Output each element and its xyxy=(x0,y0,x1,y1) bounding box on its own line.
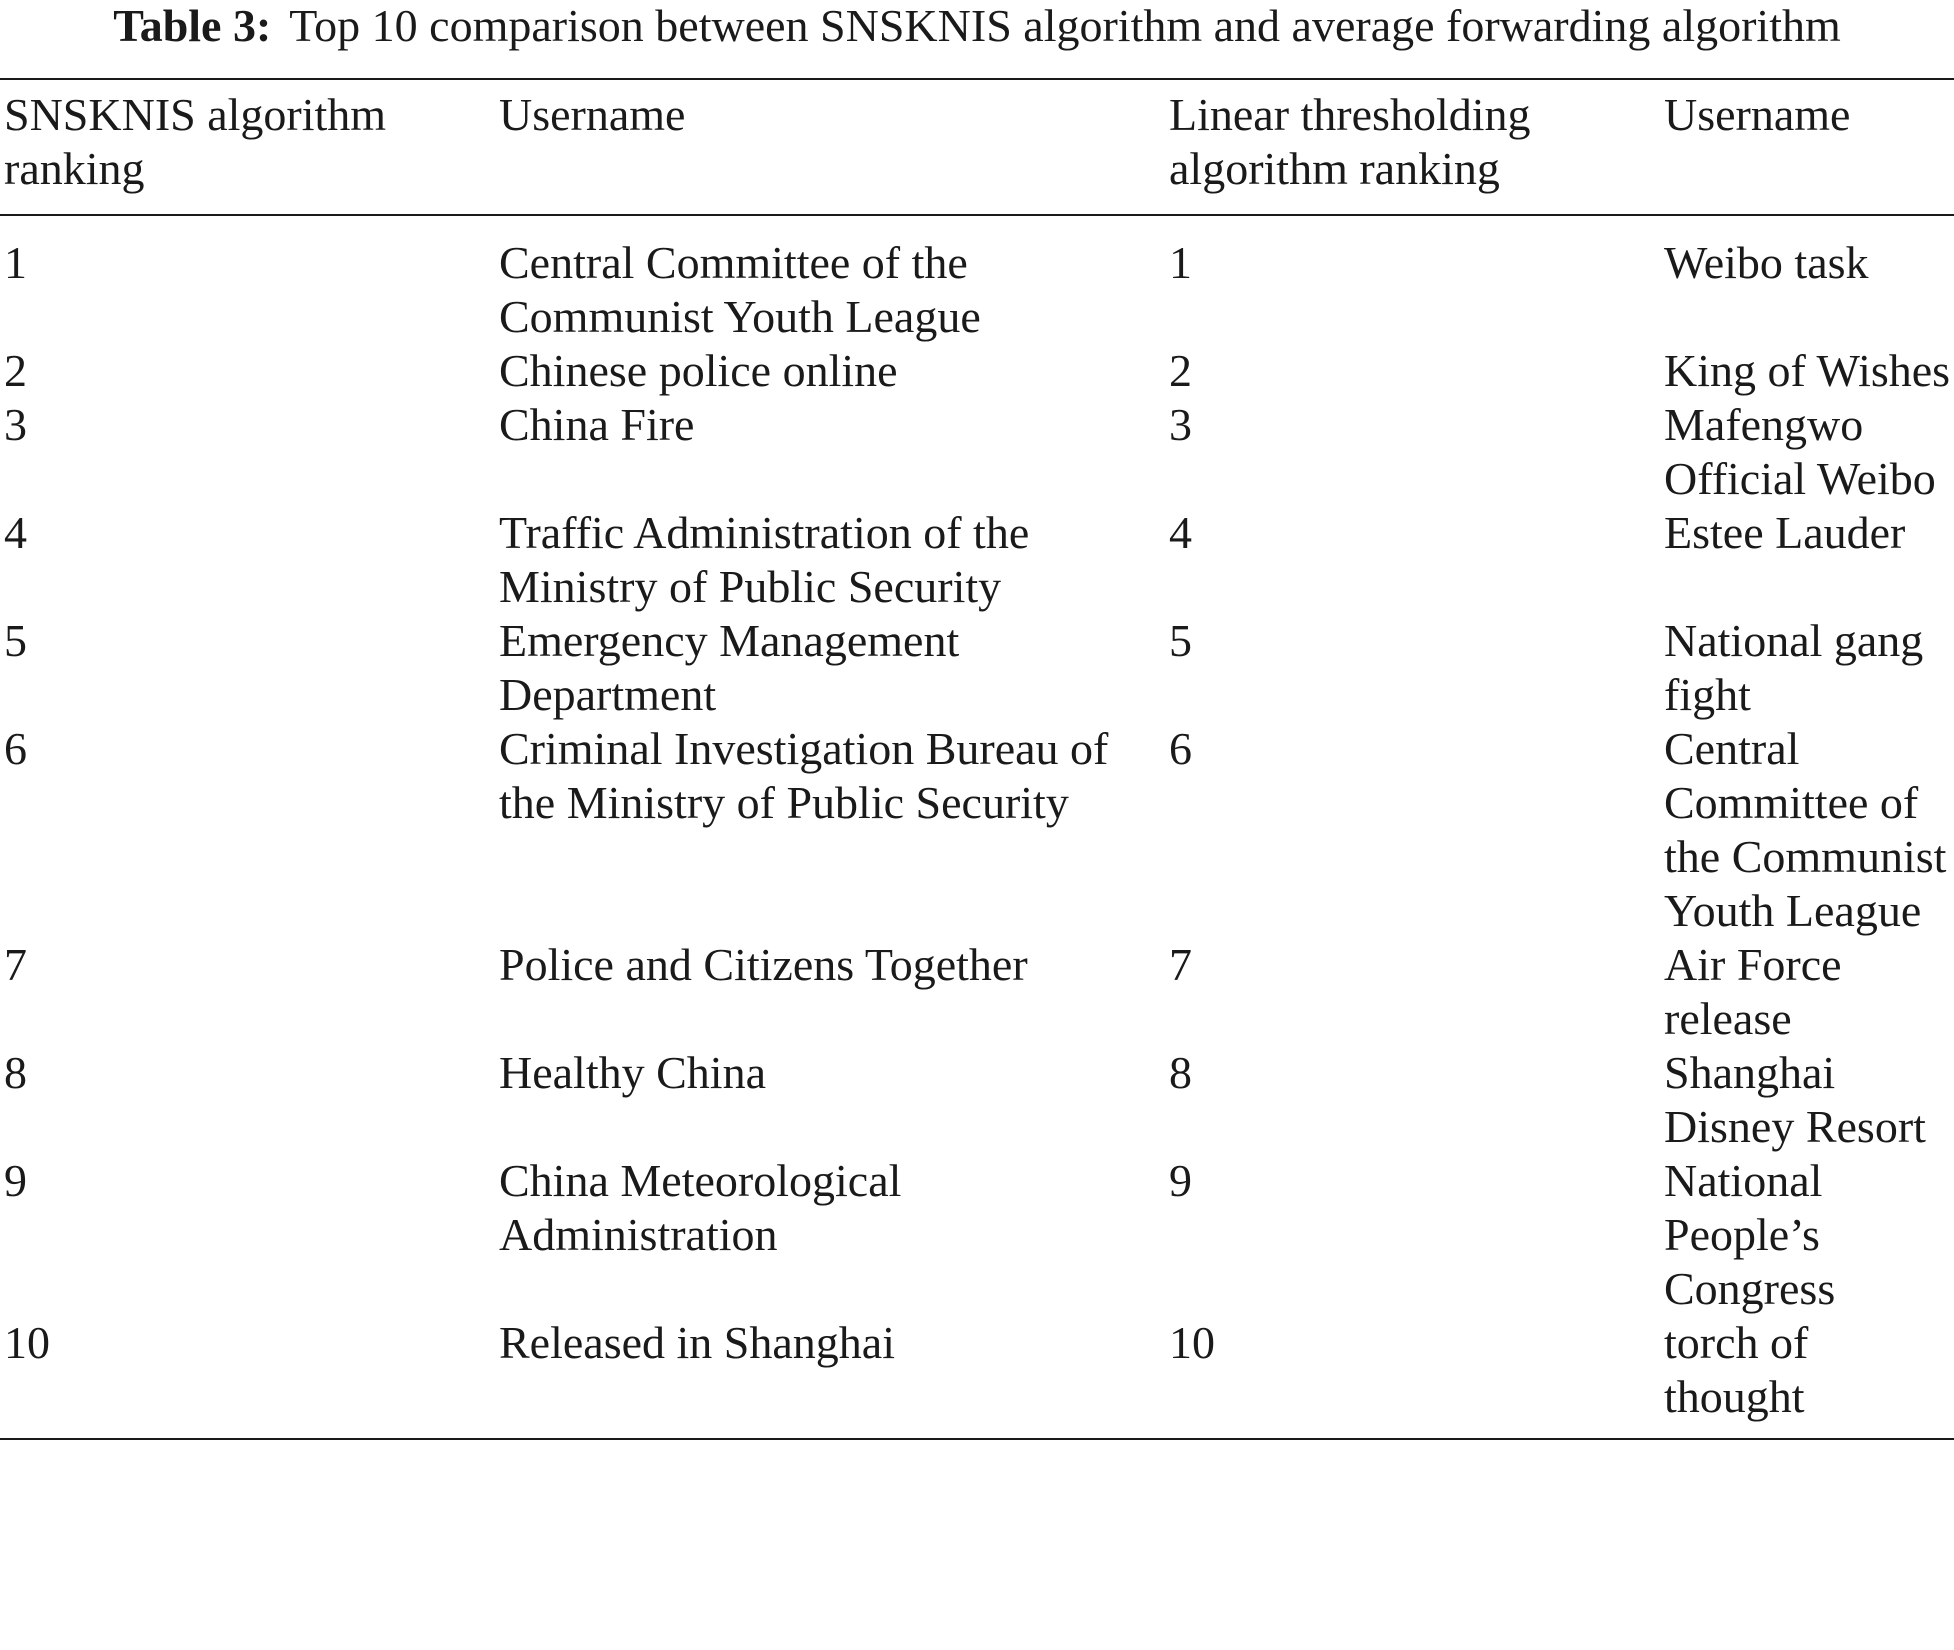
linear-username-cell: National gang fight xyxy=(1664,615,1924,720)
snsknis-rank-cell: 2 xyxy=(4,345,27,396)
linear-rank-cell: 6 xyxy=(1169,723,1192,774)
linear-rank-cell: 5 xyxy=(1169,615,1192,666)
table-row xyxy=(0,1316,1954,1439)
snsknis-rank-cell: 3 xyxy=(4,399,27,450)
table-row xyxy=(0,1046,1954,1154)
snsknis-rank-cell: 9 xyxy=(4,1155,27,1206)
linear-rank-cell: 3 xyxy=(1169,399,1192,450)
linear-username-cell: Central Committee of the Communist Youth League xyxy=(1664,723,1947,936)
linear-username-cell: Estee Lauder xyxy=(1664,507,1906,558)
linear-username-cell: Mafengwo Official Weibo xyxy=(1664,399,1936,504)
header-username-linear: Username xyxy=(1664,89,1851,140)
comparison-table xyxy=(0,78,1954,1440)
table-row xyxy=(0,215,1954,344)
snsknis-username-cell: Traffic Administration of the Ministry of Public Security xyxy=(499,507,1030,612)
linear-rank-cell: 1 xyxy=(1169,237,1192,288)
linear-rank-cell: 10 xyxy=(1169,1317,1215,1368)
table-caption xyxy=(0,0,1954,52)
table-caption-label: Table 3: xyxy=(113,0,272,51)
snsknis-username-cell: Chinese police online xyxy=(499,345,898,396)
header-linear-ranking: Linear thresholding algorithm ranking xyxy=(1169,89,1531,194)
snsknis-rank-cell: 4 xyxy=(4,507,27,558)
snsknis-rank-cell: 5 xyxy=(4,615,27,666)
snsknis-rank-cell: 1 xyxy=(4,237,27,288)
snsknis-username-cell: Central Committee of the Communist Youth League xyxy=(499,237,981,342)
table-row xyxy=(0,506,1954,614)
snsknis-username-cell: China Fire xyxy=(499,399,695,450)
linear-username-cell: Air Force release xyxy=(1664,939,1842,1044)
snsknis-username-cell: Police and Citizens Together xyxy=(499,939,1028,990)
table-row xyxy=(0,614,1954,722)
table-row xyxy=(0,1154,1954,1316)
snsknis-rank-cell: 10 xyxy=(4,1317,50,1368)
linear-username-cell: Weibo task xyxy=(1664,237,1869,288)
snsknis-username-cell: Criminal Investigation Bureau of the Ministry of Public Security xyxy=(499,723,1109,828)
header-snsknis-ranking: SNSKNIS algorithm ranking xyxy=(4,89,387,194)
header-username-snsknis: Username xyxy=(499,89,686,140)
linear-rank-cell: 9 xyxy=(1169,1155,1192,1206)
linear-username-cell: torch of thought xyxy=(1664,1317,1809,1422)
snsknis-username-cell: China Meteorological Administration xyxy=(499,1155,902,1260)
table-row xyxy=(0,344,1954,398)
linear-username-cell: National People’s Congress xyxy=(1664,1155,1836,1314)
snsknis-rank-cell: 7 xyxy=(4,939,27,990)
snsknis-rank-cell: 6 xyxy=(4,723,27,774)
linear-rank-cell: 7 xyxy=(1169,939,1192,990)
table-row xyxy=(0,722,1954,938)
snsknis-username-cell: Released in Shanghai xyxy=(499,1317,896,1368)
snsknis-username-cell: Healthy China xyxy=(499,1047,766,1098)
linear-rank-cell: 8 xyxy=(1169,1047,1192,1098)
snsknis-username-cell: Emergency Management Department xyxy=(499,615,960,720)
table-row xyxy=(0,398,1954,506)
snsknis-rank-cell: 8 xyxy=(4,1047,27,1098)
linear-username-cell: King of Wishes xyxy=(1664,345,1951,396)
linear-rank-cell: 2 xyxy=(1169,345,1192,396)
linear-username-cell: Shanghai Disney Resort xyxy=(1664,1047,1926,1152)
table-header-row xyxy=(0,79,1954,215)
linear-rank-cell: 4 xyxy=(1169,507,1192,558)
table-row xyxy=(0,938,1954,1046)
table-caption-text: Top 10 comparison between SNSKNIS algorithm and average forwarding algorithm xyxy=(289,0,1841,51)
